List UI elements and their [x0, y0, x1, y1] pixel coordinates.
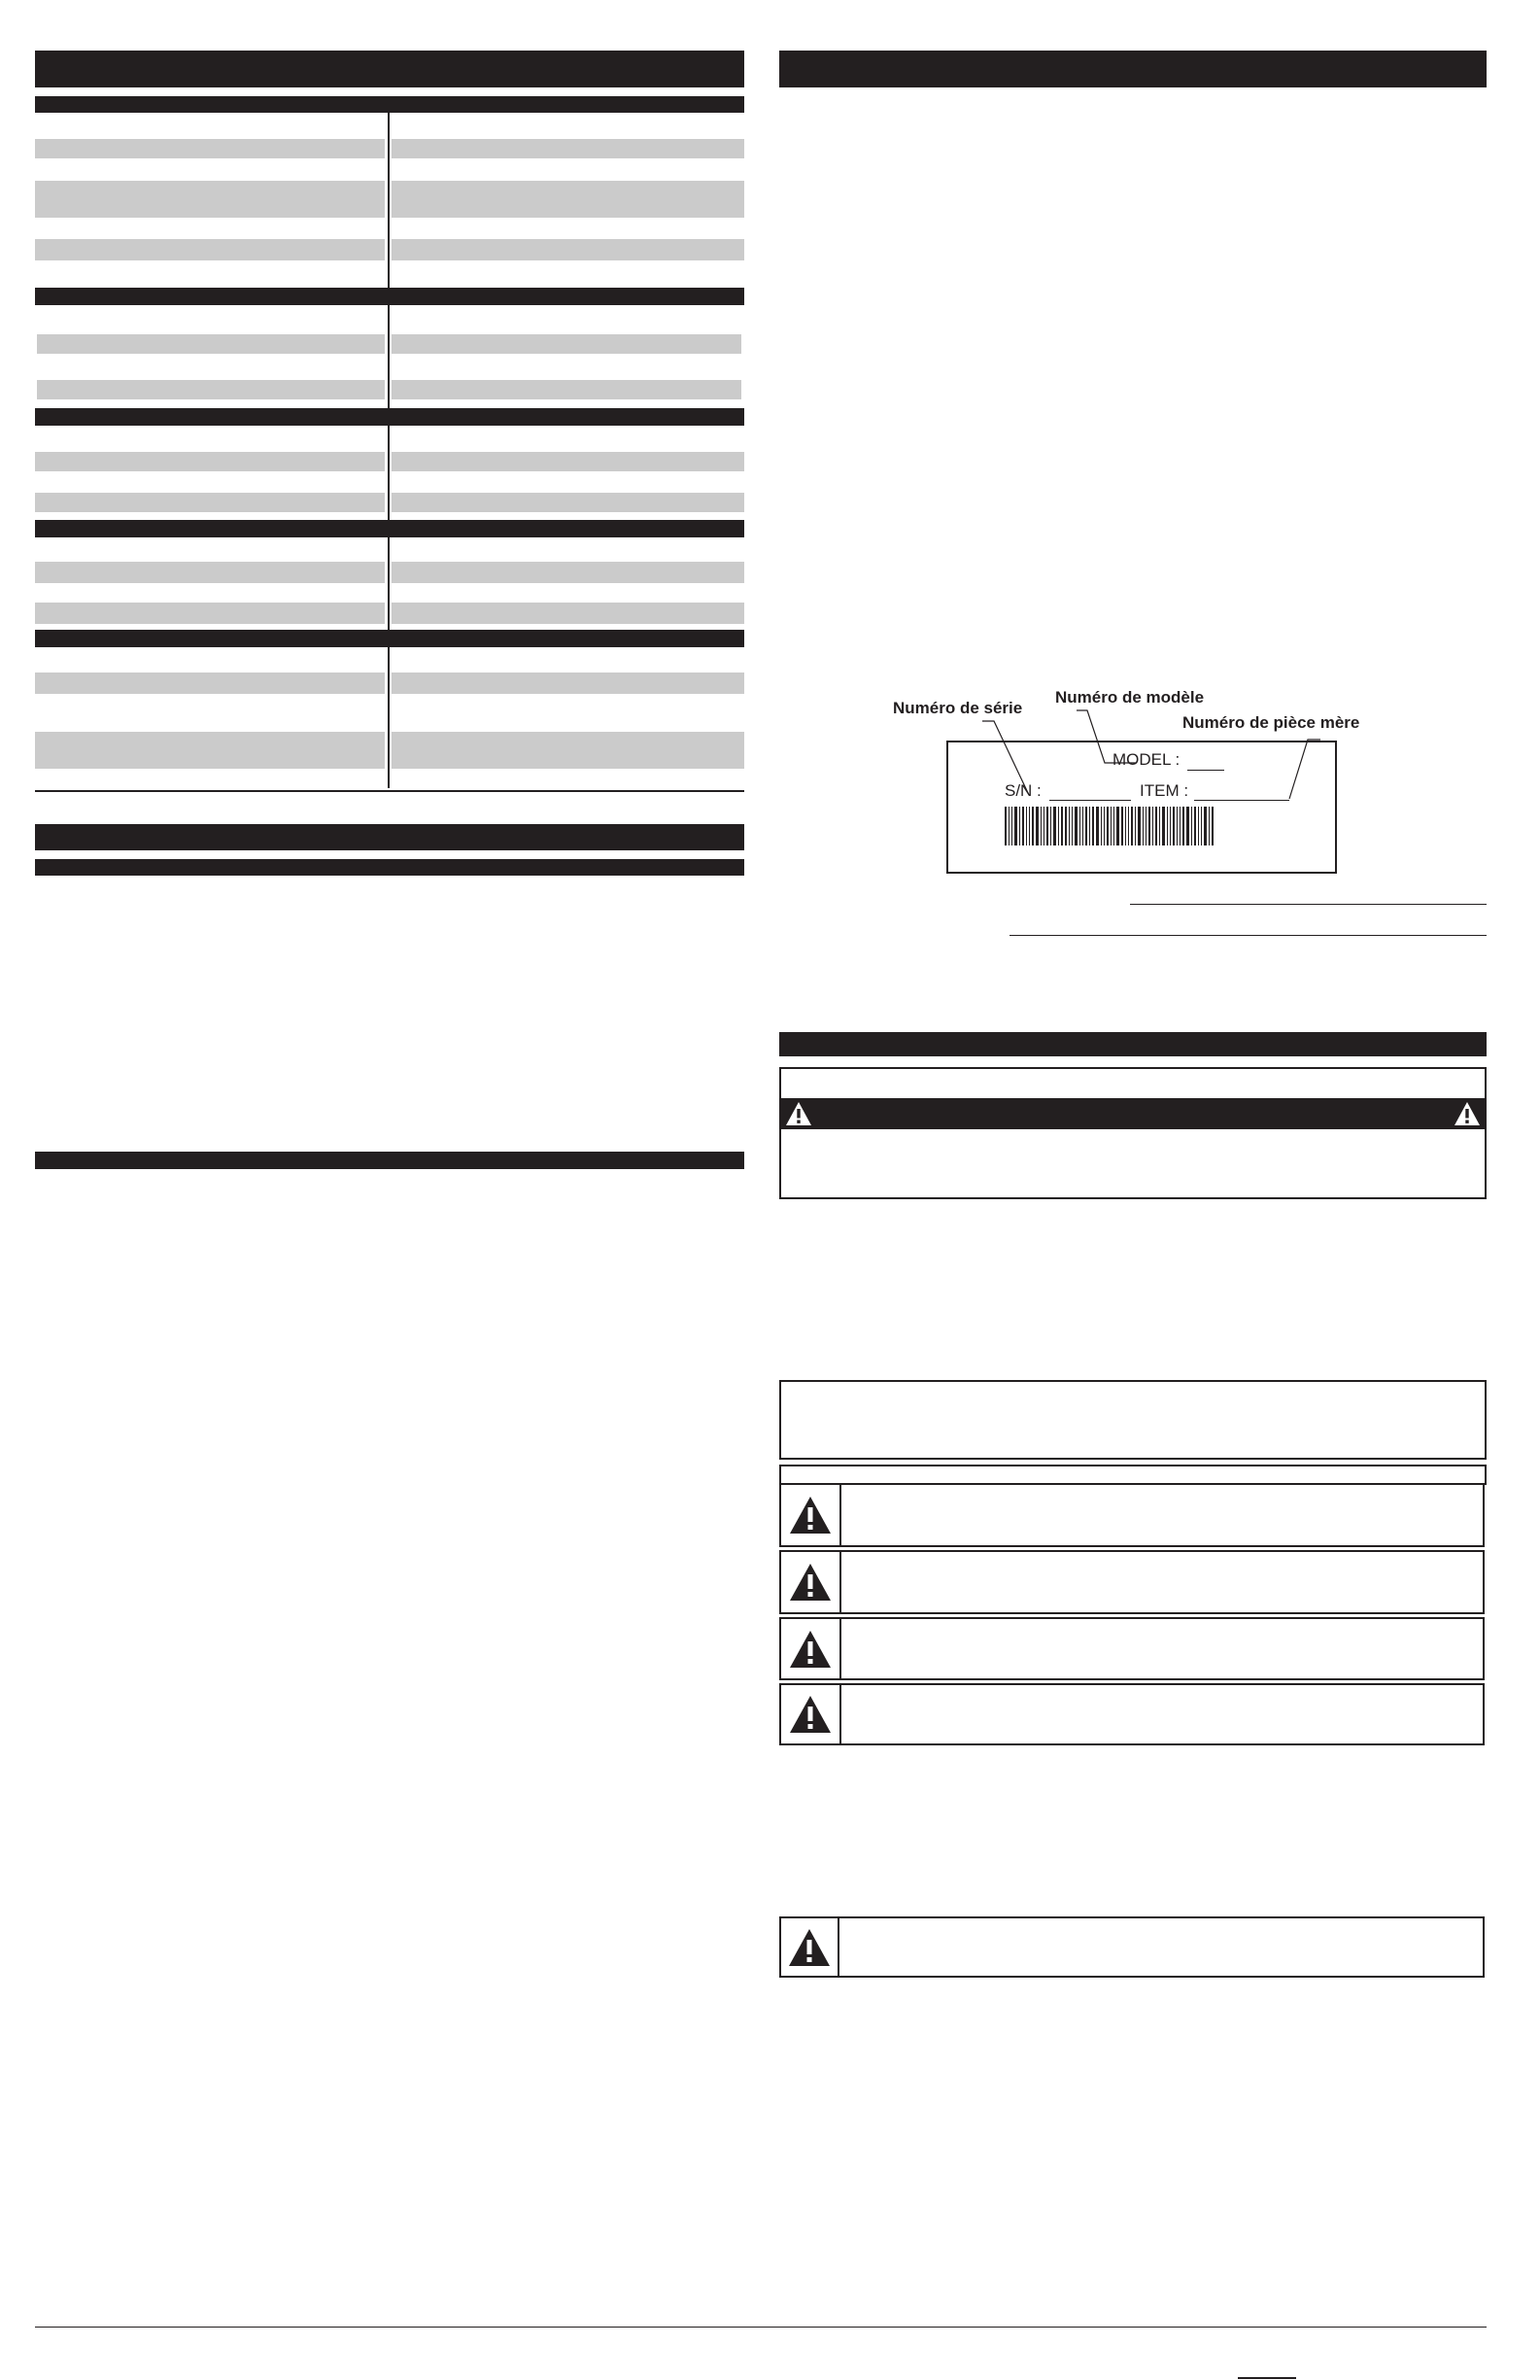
warning-row — [779, 1483, 1485, 1547]
right-section-header-2 — [779, 1032, 1487, 1056]
spec-table-column-divider — [388, 113, 390, 788]
spec-row-stripe — [392, 732, 744, 769]
spec-table-header-1 — [35, 96, 744, 113]
callout-leader-lines — [874, 680, 1380, 884]
record-line-2 — [1010, 935, 1487, 936]
warning-row — [779, 1617, 1485, 1680]
spec-row-stripe — [392, 334, 741, 354]
spec-row-stripe — [37, 334, 385, 354]
danger-notice-box — [779, 1067, 1487, 1199]
spec-row-stripe — [392, 139, 744, 158]
spec-row-stripe — [35, 181, 385, 218]
warning-row-icon-cell — [781, 1685, 841, 1743]
warning-row-icon-cell — [781, 1918, 839, 1976]
spec-table-header-3 — [35, 408, 744, 426]
notice-box — [779, 1380, 1487, 1460]
spec-table-header-4 — [35, 520, 744, 537]
warnings-strip — [779, 1465, 1487, 1485]
spec-table-header-2 — [35, 288, 744, 305]
serial-number-callout: Numéro de série — [893, 699, 1023, 717]
spec-row-stripe — [392, 181, 744, 218]
spec-row-stripe — [35, 673, 385, 694]
warning-row-icon-cell — [781, 1619, 841, 1678]
spec-row-stripe — [392, 239, 744, 260]
spec-row-stripe — [35, 493, 385, 512]
spec-row-stripe — [392, 562, 744, 583]
spec-table-header-5 — [35, 630, 744, 647]
left-subsection-header-2 — [35, 1152, 744, 1169]
model-field: MODEL : — [1112, 750, 1181, 769]
right-section-header-1 — [779, 51, 1487, 87]
spec-row-stripe — [35, 562, 385, 583]
rating-label-diagram — [874, 680, 1380, 884]
warning-triangle-icon — [1454, 1101, 1481, 1126]
warning-row — [779, 1916, 1485, 1978]
item-field: ITEM : — [1140, 781, 1189, 800]
spec-row-stripe — [392, 493, 744, 512]
exclamation-triangle-icon — [788, 1928, 831, 1967]
spec-row-stripe — [392, 673, 744, 694]
spec-row-stripe — [35, 452, 385, 471]
parent-part-number-callout: Numéro de pièce mère — [1182, 713, 1360, 732]
spec-row-stripe — [35, 732, 385, 769]
spec-row-stripe — [392, 380, 741, 399]
warning-row — [779, 1683, 1485, 1745]
model-number-callout: Numéro de modèle — [1055, 688, 1205, 707]
record-line-1 — [1130, 904, 1487, 905]
warning-row — [779, 1550, 1485, 1614]
spec-row-stripe — [392, 603, 744, 624]
left-section-header-1 — [35, 51, 744, 87]
spec-table-bottom-rule — [35, 790, 744, 792]
danger-notice-banner — [781, 1098, 1485, 1129]
left-subsection-header-1 — [35, 859, 744, 876]
exclamation-triangle-icon — [789, 1630, 832, 1669]
left-section-header-2 — [35, 824, 744, 850]
spec-row-stripe — [35, 139, 385, 158]
footer-rule — [35, 2327, 1487, 2328]
spec-row-stripe — [37, 380, 385, 399]
warning-row-icon-cell — [781, 1552, 841, 1612]
exclamation-triangle-icon — [789, 1563, 832, 1602]
footer-bottom-edge — [1238, 2377, 1296, 2379]
warning-row-icon-cell — [781, 1485, 841, 1545]
exclamation-triangle-icon — [789, 1695, 832, 1734]
spec-row-stripe — [392, 452, 744, 471]
spec-row-stripe — [35, 239, 385, 260]
serial-field: S/N : — [1005, 781, 1042, 800]
warning-triangle-icon — [785, 1101, 812, 1126]
spec-row-stripe — [35, 603, 385, 624]
exclamation-triangle-icon — [789, 1496, 832, 1535]
